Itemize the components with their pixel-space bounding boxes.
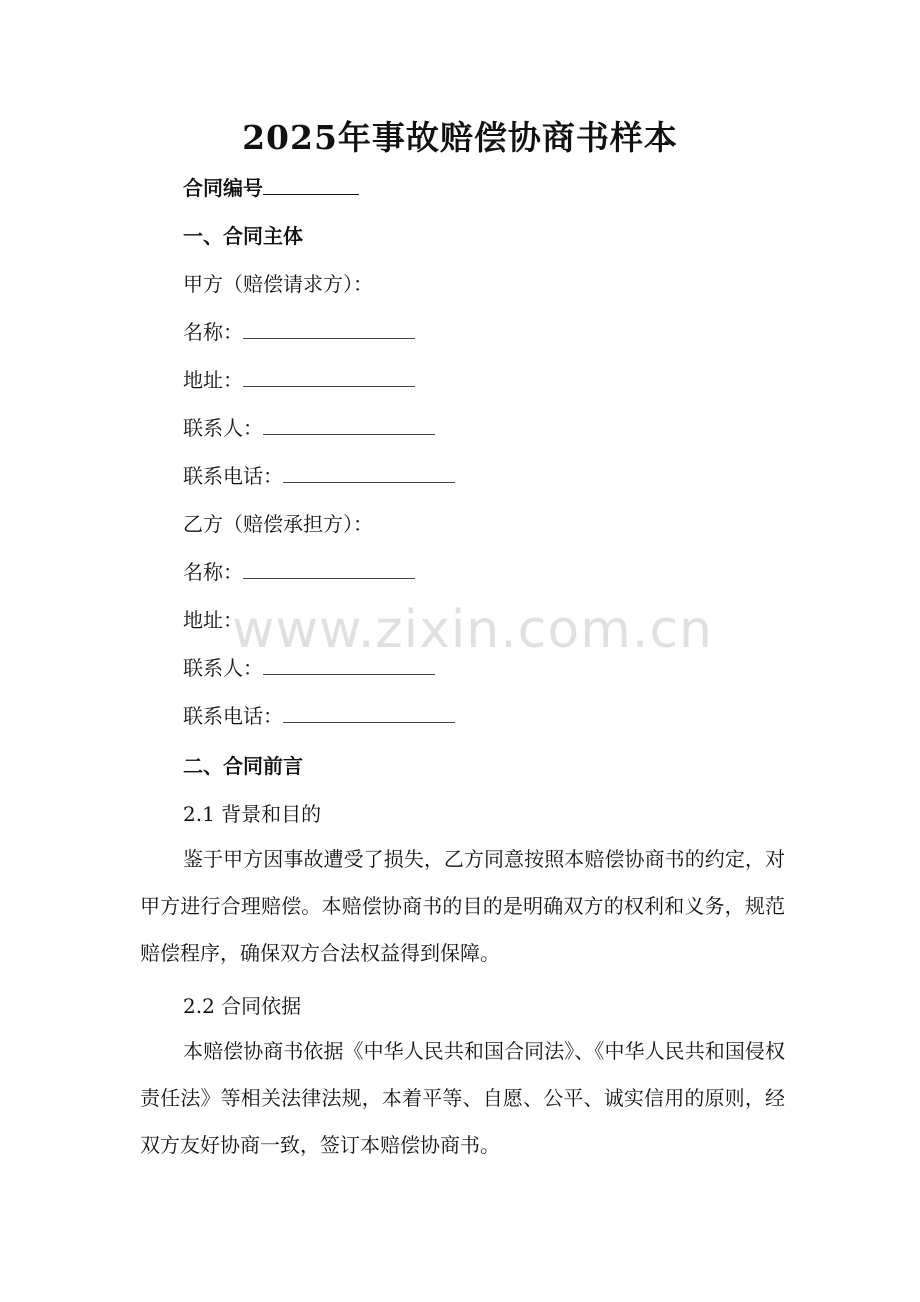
party-b-phone-label: 联系电话： xyxy=(183,704,283,728)
section2-heading: 二、合同前言 xyxy=(183,754,303,778)
subsection-2-1-heading: 2.1 背景和目的 xyxy=(183,802,322,826)
section1-heading: 一、合同主体 xyxy=(183,224,303,248)
party-a-contact-label: 联系人： xyxy=(183,416,263,440)
party-a-name-label: 名称： xyxy=(183,320,243,344)
party-b-name-blank[interactable] xyxy=(243,560,415,579)
party-b-contact-label: 联系人： xyxy=(183,656,263,680)
party-a-phone-blank[interactable] xyxy=(283,464,455,483)
party-a-name-blank[interactable] xyxy=(243,320,415,339)
subsection-2-2-heading: 2.2 合同依据 xyxy=(183,994,302,1018)
party-b-heading: 乙方（赔偿承担方）： xyxy=(183,512,373,536)
party-a-address-label: 地址： xyxy=(183,368,243,392)
party-a-name-line xyxy=(183,316,415,345)
party-b-name-line xyxy=(183,556,415,585)
party-b-name-label: 名称： xyxy=(183,560,243,584)
party-b-phone-blank[interactable] xyxy=(283,704,455,723)
contract-number-blank[interactable] xyxy=(263,176,359,195)
contract-number-line xyxy=(183,172,359,201)
party-b-address-label: 地址： xyxy=(183,608,243,632)
contract-number-label: 合同编号 xyxy=(183,176,263,200)
party-a-contact-line xyxy=(183,412,435,441)
party-a-address-line xyxy=(183,364,415,393)
party-a-heading: 甲方（赔偿请求方）： xyxy=(183,272,373,296)
watermark: www.zixin.com.cn xyxy=(232,600,713,660)
subsection-2-2-paragraph: 本赔偿协商书依据《中华人民共和国合同法》、《中华人民共和国侵权责任法》等相关法律法规，本着平等、自愿、公平、诚实信用的原则，经双方友好协商一致，签订本赔偿协商书。 xyxy=(140,1039,785,1157)
party-b-phone-line xyxy=(183,700,455,729)
document-title: 2025年事故赔偿协商书样本 xyxy=(242,118,678,157)
subsection-2-1-paragraph: 鉴于甲方因事故遭受了损失，乙方同意按照本赔偿协商书的约定，对甲方进行合理赔偿。本赔偿协商书的目的是明确双方的权利和义务，规范赔偿程序，确保双方合法权益得到保障。 xyxy=(140,847,785,965)
party-a-contact-blank[interactable] xyxy=(263,416,435,435)
party-a-phone-line xyxy=(183,460,455,489)
party-a-address-blank[interactable] xyxy=(243,368,415,387)
party-a-phone-label: 联系电话： xyxy=(183,464,283,488)
